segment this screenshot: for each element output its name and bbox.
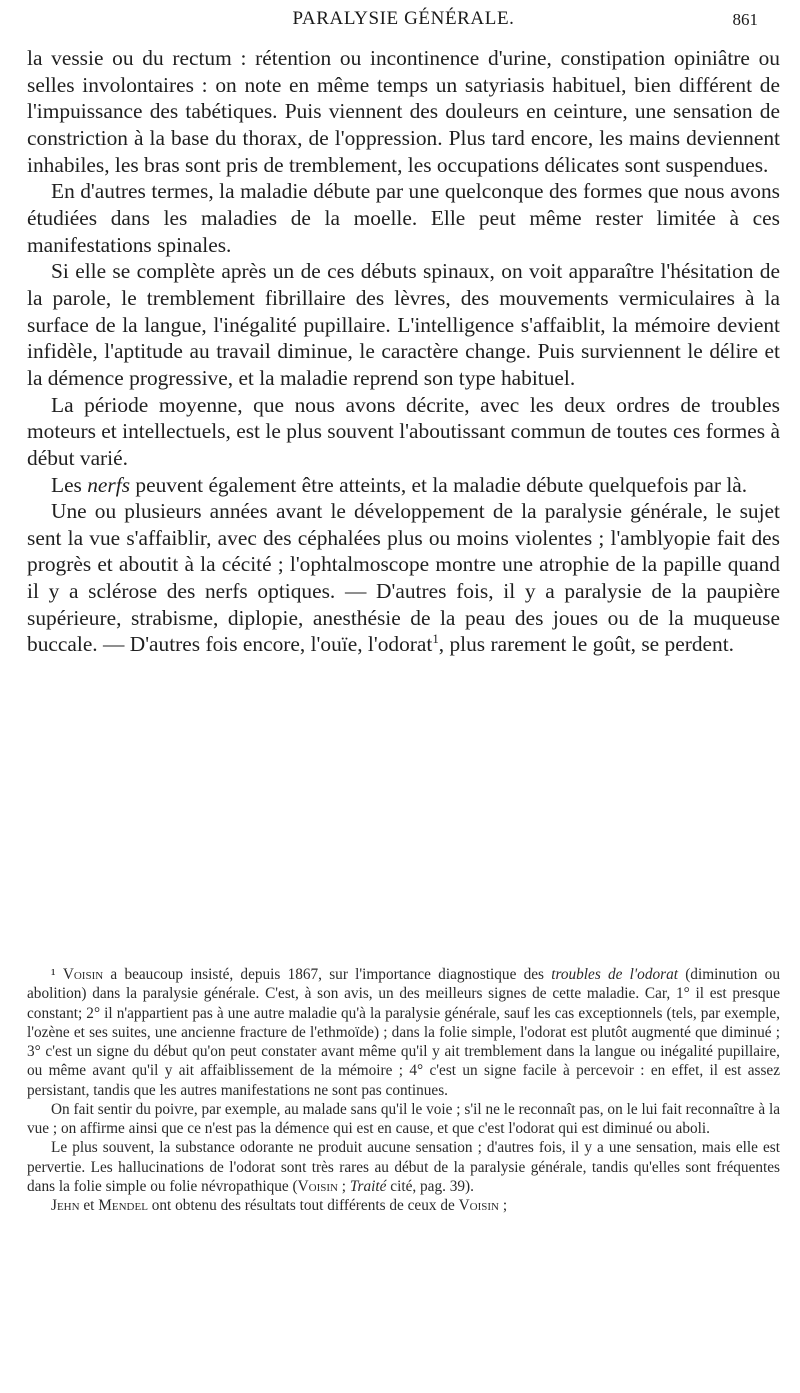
- author-name: Mendel: [98, 1197, 148, 1214]
- paragraph-2: En d'autres termes, la maladie débute par une quelconque des formes que nous avons étudiées dans les maladies de la moelle. Elle peut même rester limitée à ces manifestations spinales.: [27, 179, 780, 257]
- paragraph-1: la vessie ou du rectum : rétention ou incontinence d'urine, constipation opiniâtre ou selles involontaires : on note en même temps un satyriasis habituel, bien différent de l'impuissance des tabétiques. Puis viennent des douleurs en ceinture, une sensation de constriction à la base du thorax, de l'oppression. Plus tard encore, les mains deviennent inhabiles, les bras sont pris de tremblement, les occupations délicates sont suspendues.: [27, 46, 780, 177]
- paragraph-5: [27, 472, 780, 499]
- running-head: PARALYSIE GÉNÉRALE.: [292, 8, 515, 29]
- footnote-mark: ¹: [51, 966, 63, 983]
- footnote-1-text-a: a beaucoup insisté, depuis 1867, sur l'importance diagnostique des: [103, 966, 552, 983]
- paragraph-6-end: , plus rarement le goût, se perdent.: [438, 632, 734, 657]
- author-name: Voisin: [458, 1197, 499, 1214]
- footnote-paragraph-3: [27, 1138, 780, 1196]
- page-header: [27, 4, 780, 34]
- footnote-4-text: ont obtenu des résultats tout différents de ceux de: [147, 1197, 459, 1214]
- author-name: Voisin: [297, 1177, 338, 1195]
- paragraph-4: La période moyenne, que nous avons décrite, avec les deux ordres de troubles moteurs et intellectuels, est le plus souvent l'aboutissant commun de toutes ces formes à début varié.: [27, 392, 780, 470]
- main-text: [27, 45, 780, 658]
- page-number: 861: [732, 10, 758, 29]
- footnote-1-emphasis: troubles de l'odorat: [551, 966, 678, 983]
- footnote-paragraph-4: [27, 1196, 780, 1215]
- paragraph-3: Si elle se complète après un de ces débuts spinaux, on voit apparaître l'hésitation de la parole, le tremblement fibrillaire des lèvres, des mouvements vermiculaires à la surface de la langue, l'inégalité pupillaire. L'intelligence s'affaiblit, la mémoire devient infidèle, l'aptitude au travail diminue, le caractère change. Puis surviennent le délire et la démence progressive, et la maladie reprend son type habituel.: [27, 259, 780, 390]
- footnote-3-end: cité, pag. 39).: [386, 1177, 474, 1195]
- footnote-paragraph-2: On fait sentir du poivre, par exemple, au malade sans qu'il le voie ; s'il ne le reconnaît pas, on le lui fait reconnaître à la vue ; on affirme ainsi que ce n'est pas la démence qui est en cause, et que c'est l'odorat qui est diminué ou aboli.: [27, 1100, 780, 1137]
- footnote-3-text: Le plus souvent, la substance odorante ne produit aucune sensation ; d'autres fois, il y a une sensation, mais elle est pervertie. Les hallucinations de l'odorat sont très rares au début de la paralysie générale, tandis qu'elles sont fréquentes dans la folie simple ou folie névropathique (: [27, 1139, 780, 1195]
- emphasis-nerfs: nerfs: [87, 472, 131, 497]
- work-title: Traité: [349, 1177, 387, 1195]
- footnote-4-end: ;: [499, 1197, 508, 1214]
- paragraph-6: [27, 498, 780, 658]
- footnotes: [27, 965, 780, 1215]
- paragraph-5-end: peuvent également être atteints, et la maladie débute quelquefois par là.: [130, 472, 748, 497]
- author-name: Jehn: [51, 1197, 80, 1214]
- author-name: Voisin: [62, 966, 104, 983]
- paragraph-6-start: Une ou plusieurs années avant le développement de la paralysie générale, le sujet sent la vue s'affaiblir, avec des céphalées plus ou moins violentes ; l'amblyopie fait des progrès et aboutit à la cécité ; l'ophtalmoscope montre une atrophie de la papille quand il y a sclérose des nerfs optiques. — D'autres fois, il y a paralysie de la paupière supérieure, strabisme, diplopie, anesthésie de la peau des joues ou de la muqueuse buccale. — D'autres fois encore, l'ouïe, l'odorat: [27, 499, 780, 657]
- paragraph-5-start: Les: [51, 472, 88, 497]
- footnote-3-separator: ;: [337, 1177, 350, 1195]
- footnote-reference: 1: [432, 632, 439, 647]
- footnote-1-text-b: (diminution ou abolition) dans la paralysie générale. C'est, à son avis, un des meilleurs signes de cette maladie. Car, 1° il est presque constant; 2° il n'appartient pas à une autre maladie qu'à la paralysie générale, sauf les cas exceptionnels (tels, par exemple, l'ozène et ses suites, une ancienne fracture de l'ethmoïde) ; dans la folie simple, l'odorat est plutôt augmenté que diminué ; 3° c'est un signe du début qu'on peut constater avant même qu'il y ait tremblement dans la langue ou inégalité pupillaire, ou même avant qu'il y ait affaiblissement de la mémoire ; 4° c'est un signe facile à percevoir : en effet, il est assez persistant, tandis que les autres manifestations ne sont pas continues.: [27, 966, 780, 1099]
- footnote-4-and: et: [79, 1197, 99, 1214]
- footnote-1: [27, 965, 780, 1100]
